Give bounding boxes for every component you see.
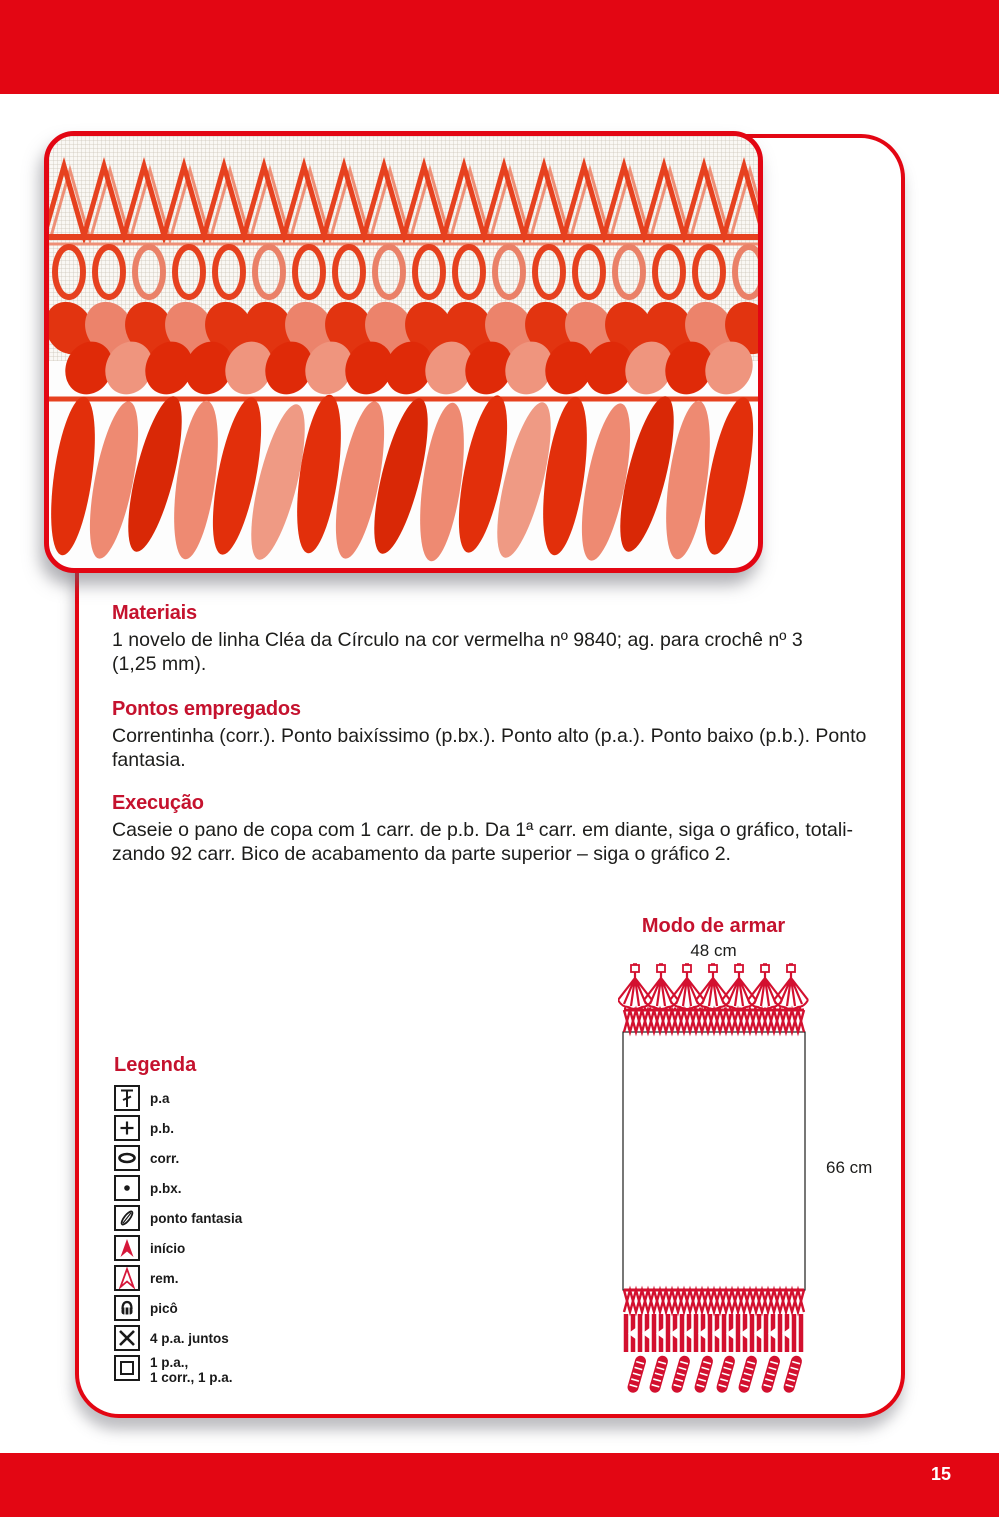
legend-label: p.bx. — [150, 1180, 182, 1196]
diagram-height-label: 66 cm — [826, 1158, 873, 1177]
legend-row — [114, 1115, 242, 1141]
pbx-icon — [114, 1175, 140, 1201]
legend-row — [114, 1355, 242, 1385]
legend-row — [114, 1175, 242, 1201]
diagram-width-label: 48 cm — [690, 941, 737, 960]
section-heading: Execução — [112, 792, 204, 814]
pico-icon — [114, 1295, 140, 1321]
pa-icon — [114, 1085, 140, 1111]
legend-label — [150, 1355, 233, 1385]
legend-label: corr. — [150, 1150, 180, 1166]
rem-icon — [114, 1265, 140, 1291]
legend-label: início — [150, 1240, 186, 1256]
diagram-title: Modo de armar — [641, 915, 786, 937]
legend-label: rem. — [150, 1270, 179, 1286]
legend-label: p.a — [150, 1090, 170, 1106]
legend-row — [114, 1325, 242, 1351]
legend-label-line: 1 corr., 1 p.a. — [150, 1370, 233, 1385]
crochet-trim-photo — [44, 131, 763, 573]
legend-row — [114, 1205, 242, 1231]
header-red-bar — [0, 0, 999, 94]
legend-label: picô — [150, 1300, 178, 1316]
section-materiais — [112, 602, 882, 676]
inicio-icon — [114, 1235, 140, 1261]
section-text-line: fantasia. — [112, 749, 186, 771]
um-pa-um-corr-um-pa-icon — [114, 1355, 140, 1381]
legend-row — [114, 1295, 242, 1321]
corr-icon — [114, 1145, 140, 1171]
legend-row — [114, 1235, 242, 1261]
footer-red-bar — [0, 1453, 999, 1517]
section-text-line: Caseie o pano de copa com 1 carr. de p.b. Da 1ª carr. em diante, siga o gráfico, totali- — [112, 819, 854, 841]
section-pontos-empregados — [112, 698, 882, 772]
legend-title: Legenda — [114, 1054, 197, 1076]
legend-label: p.b. — [150, 1120, 174, 1136]
pb-icon — [114, 1115, 140, 1141]
legend-row — [114, 1085, 242, 1111]
section-text-line: 1 novelo de linha Cléa da Círculo na cor vermelha nº 9840; ag. para crochê nº 3 — [112, 629, 803, 651]
legend-row — [114, 1145, 242, 1171]
ponto-fantasia-icon — [114, 1205, 140, 1231]
page-number: 15 — [930, 1464, 951, 1484]
crochet-trim-art — [49, 136, 758, 568]
legend-row — [114, 1265, 242, 1291]
section-heading: Pontos empregados — [112, 698, 301, 720]
section-text-line: zando 92 carr. Bico de acabamento da parte superior – siga o gráfico 2. — [112, 843, 731, 865]
assembly-diagram — [618, 962, 810, 1398]
quatro-pa-juntos-icon — [114, 1325, 140, 1351]
legend-label-line: 1 p.a., — [150, 1355, 189, 1370]
legend-label: 4 p.a. juntos — [150, 1330, 229, 1346]
legend-list — [114, 1085, 242, 1389]
section-text-line: (1,25 mm). — [112, 653, 207, 675]
section-text-line: Correntinha (corr.). Ponto baixíssimo (p.bx.). Ponto alto (p.a.). Ponto baixo (p.b.). Ponto — [112, 725, 867, 747]
legend-label: ponto fantasia — [150, 1210, 243, 1226]
section-heading: Materiais — [112, 602, 197, 624]
section-execucao — [112, 792, 882, 866]
